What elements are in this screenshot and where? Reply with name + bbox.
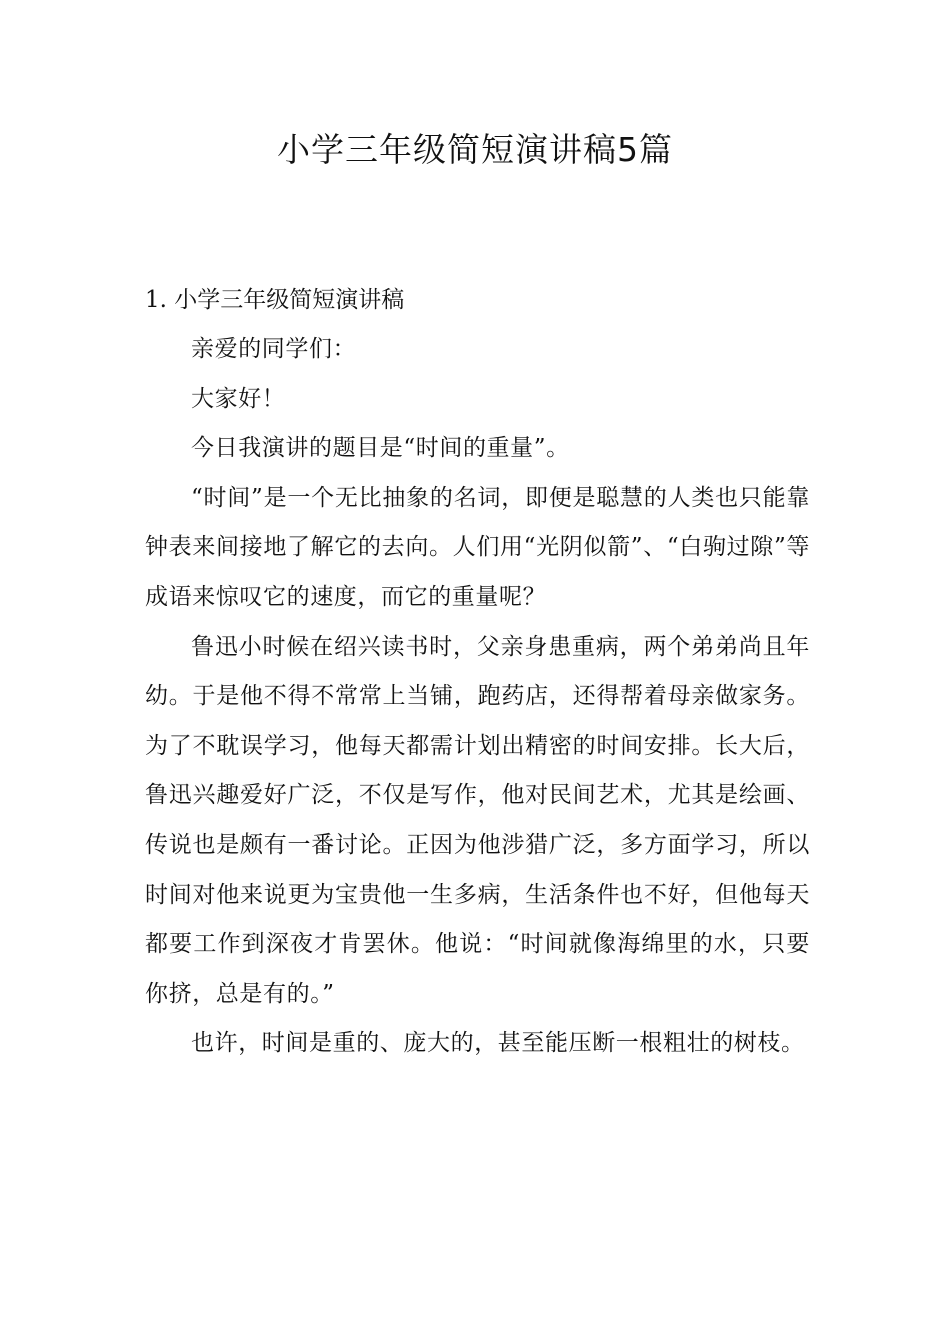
paragraph-topic: 今日我演讲的题目是“时间的重量”。	[191, 435, 570, 462]
page-title: 小学三年级简短演讲稿5篇	[277, 130, 673, 169]
paragraph-luxun-story: 鲁迅小时候在绍兴读书时，父亲身患重病，两个弟弟尚且年幼。于是他不得不常常上当铺，跑药店，还得帮着母亲做家务。为了不耽误学习，他每天都需计划出精密的时间安排。长大后，鲁迅兴趣爱好广泛，不仅是写作，他对民间艺术，尤其是绘画、传说也是颇有一番讨论。正因为他涉猎广泛，多方面学习，所以时间对他来说更为宝贵他一生多病，生活条件也不好，但他每天都要工作到深夜才肯罢休。他说：“时间就像海绵里的水，只要你挤，总是有的。”	[145, 633, 810, 1007]
section-heading: 1. 小学三年级简短演讲稿	[145, 287, 405, 313]
document-body	[145, 276, 810, 1069]
paragraph-hello: 大家好！	[191, 385, 286, 412]
paragraph-greeting: 亲爱的同学们：	[191, 336, 357, 362]
paragraph-time-abstract: “时间”是一个无比抽象的名词，即便是聪慧的人类也只能靠钟表来间接地了解它的去向。人们用“光阴似箭”、“白驹过隙”等成语来惊叹它的速度，而它的重量呢？	[145, 484, 810, 610]
paragraph-time-heavy: 也许，时间是重的、庞大的，甚至能压断一根粗壮的树枝。	[191, 1030, 805, 1057]
